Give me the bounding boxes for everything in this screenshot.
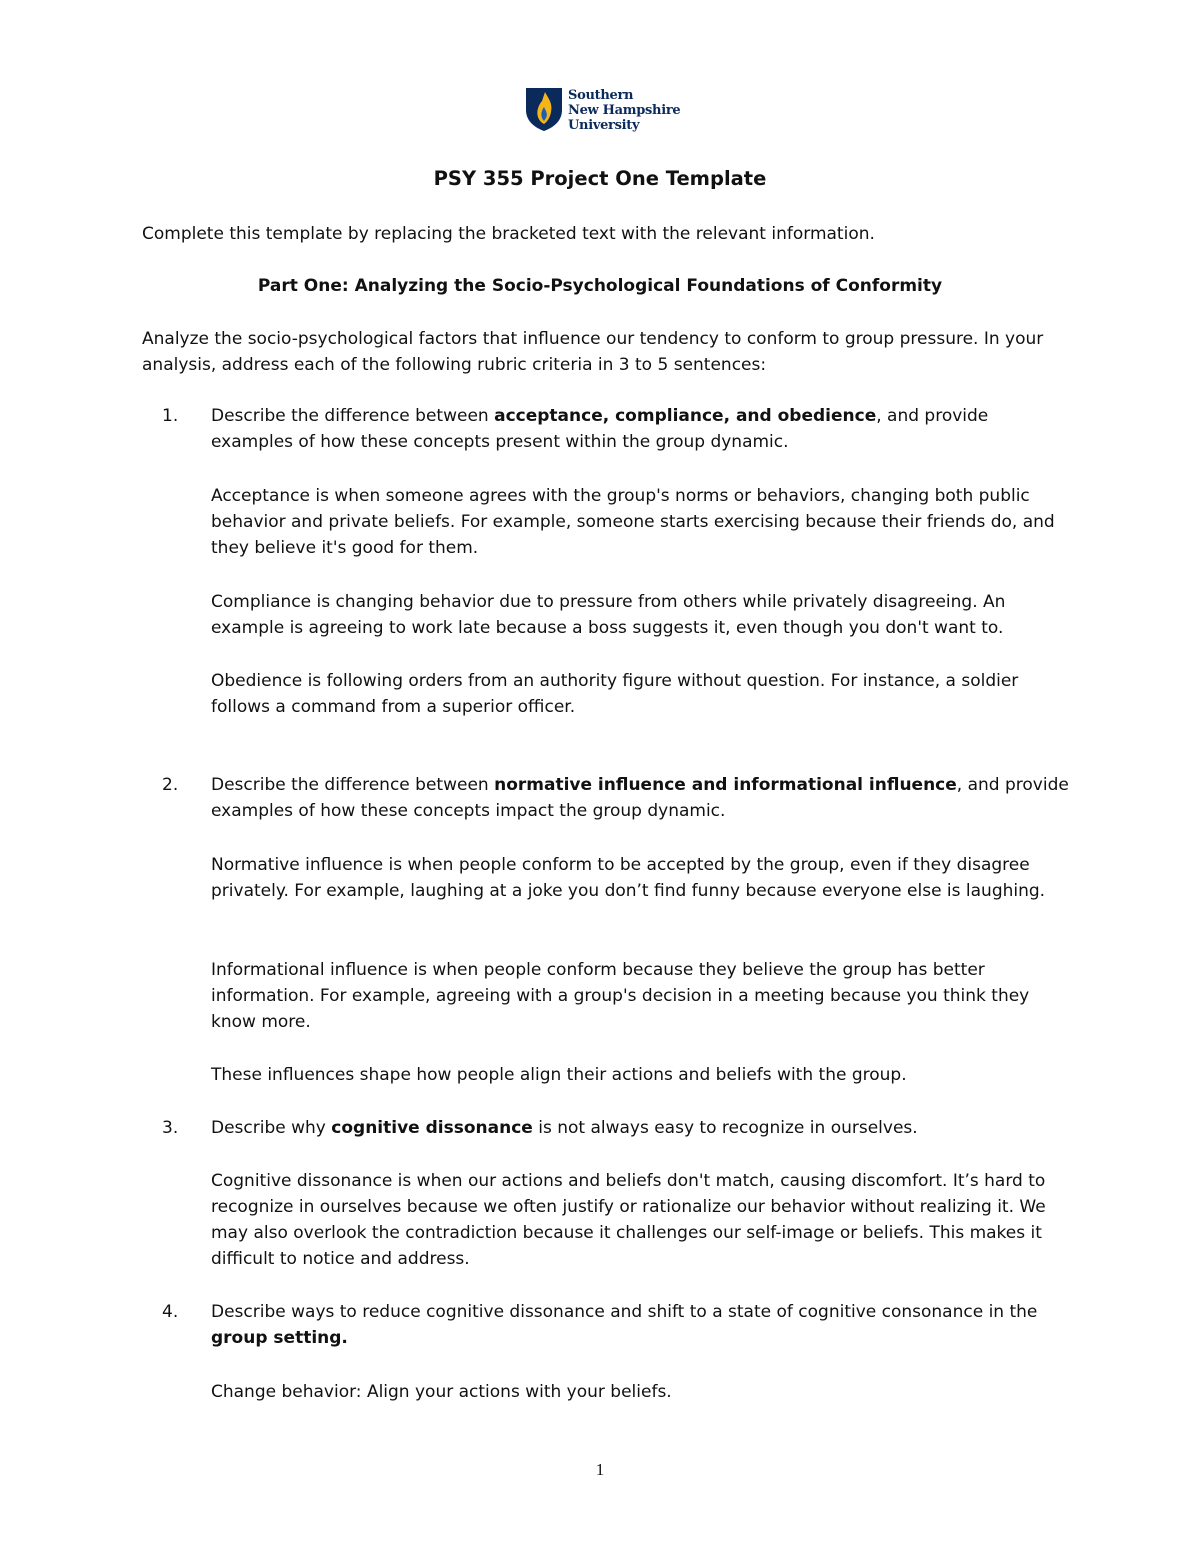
logo-line-2: New Hampshire <box>568 103 681 118</box>
answer-paragraph: Acceptance is when someone agrees with the group's norms or behaviors, changing both public behavior and private beliefs. For example, someone starts exercising because their friends do, and they believe it's good for them. <box>211 486 1055 558</box>
intro-text: Complete this template by replacing the bracketed text with the relevant information. <box>142 224 875 244</box>
question-bold-terms: normative influence and informational influence <box>494 775 957 795</box>
logo-line-3: University <box>568 118 640 133</box>
answer-paragraph: Cognitive dissonance is when our actions and beliefs don't match, causing discomfort. It’s hard to recognize in ourselves because we often justify or rationalize our behavior without realizing it. We may also overlook the contradiction because it challenges our self-image or beliefs. This makes it difficult to notice and address. <box>211 1171 1046 1269</box>
answer-paragraph: Compliance is changing behavior due to pressure from others while privately disagreeing. An example is agreeing to work late because a boss suggests it, even though you don't want to. <box>211 592 1006 638</box>
question-text: is not always easy to recognize in ourselves. <box>532 1118 918 1138</box>
logo-wordmark <box>568 88 680 133</box>
page-number: 1 <box>595 1460 605 1479</box>
answer-paragraph: Change behavior: Align your actions with your beliefs. <box>211 1382 672 1402</box>
question-1 <box>211 403 1071 455</box>
answer-paragraph: Informational influence is when people conform because they believe the group has better information. For example, agreeing with a group's decision in a meeting because you think they know more. <box>211 960 1030 1032</box>
part-one-heading: Part One: Analyzing the Socio-Psychological Foundations of Conformity <box>257 276 943 296</box>
question-2 <box>211 772 1071 824</box>
question-text: , and provide examples of how these concepts present within the group dynamic. <box>211 406 989 452</box>
question-bold-terms: cognitive dissonance <box>331 1118 533 1138</box>
university-logo <box>524 86 694 134</box>
question-4 <box>211 1299 1071 1351</box>
logo-line-1: Southern <box>568 88 634 103</box>
answer-paragraph: These influences shape how people align their actions and beliefs with the group. <box>211 1065 907 1085</box>
question-text: Describe ways to reduce cognitive dissonance and shift to a state of cognitive consonance in the <box>211 1302 1038 1322</box>
question-text: Describe the difference between <box>211 775 495 795</box>
item-number: 4. <box>162 1302 179 1322</box>
question-text: , and provide examples of how these concepts impact the group dynamic. <box>211 775 1069 821</box>
question-bold-terms: group setting. <box>211 1328 348 1348</box>
question-text: Describe why <box>211 1118 332 1138</box>
question-text: Describe the difference between <box>211 406 495 426</box>
question-bold-terms: acceptance, compliance, and obedience <box>494 406 877 426</box>
question-3 <box>211 1115 1071 1141</box>
document-title: PSY 355 Project One Template <box>433 167 767 190</box>
item-number: 1. <box>162 406 179 426</box>
answer-paragraph: Normative influence is when people conform to be accepted by the group, even if they disagree privately. For example, laughing at a joke you don’t find funny because everyone else is laughing. <box>211 855 1046 901</box>
answer-paragraph: Obedience is following orders from an authority figure without question. For instance, a soldier follows a command from a superior officer. <box>211 671 1019 717</box>
shield-flame-icon <box>524 86 564 132</box>
item-number: 2. <box>162 775 179 795</box>
item-number: 3. <box>162 1118 179 1138</box>
analyze-instructions: Analyze the socio-psychological factors that influence our tendency to conform to group pressure. In your analysis, address each of the following rubric criteria in 3 to 5 sentences: <box>142 329 1044 375</box>
